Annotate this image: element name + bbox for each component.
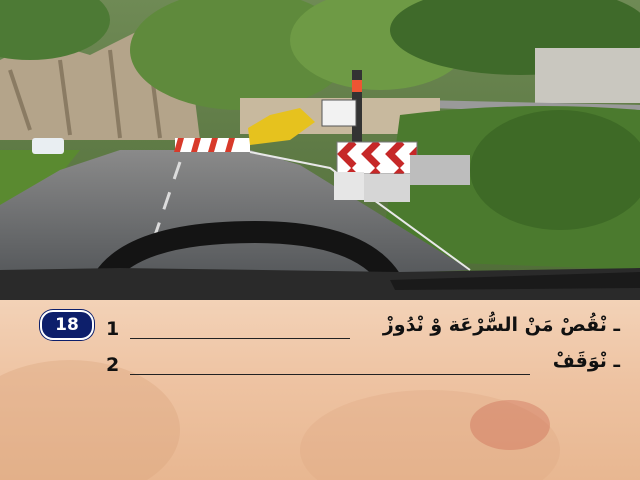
answer-number: 2 xyxy=(106,354,120,376)
question-number-badge: 18 xyxy=(40,310,94,340)
answer-line xyxy=(130,338,350,339)
answer-text: ـ نْوَقَفْ xyxy=(552,350,620,372)
answer-line xyxy=(130,374,530,375)
answer-panel xyxy=(0,300,640,480)
answer-text: ـ نْقُصْ مَنْ السُّرْعَة وْ نْدُوزْ xyxy=(382,314,620,336)
answer-number: 1 xyxy=(106,318,120,340)
answer-option-1[interactable] xyxy=(100,314,620,348)
background-texture xyxy=(470,400,550,450)
answer-option-2[interactable] xyxy=(100,350,620,384)
